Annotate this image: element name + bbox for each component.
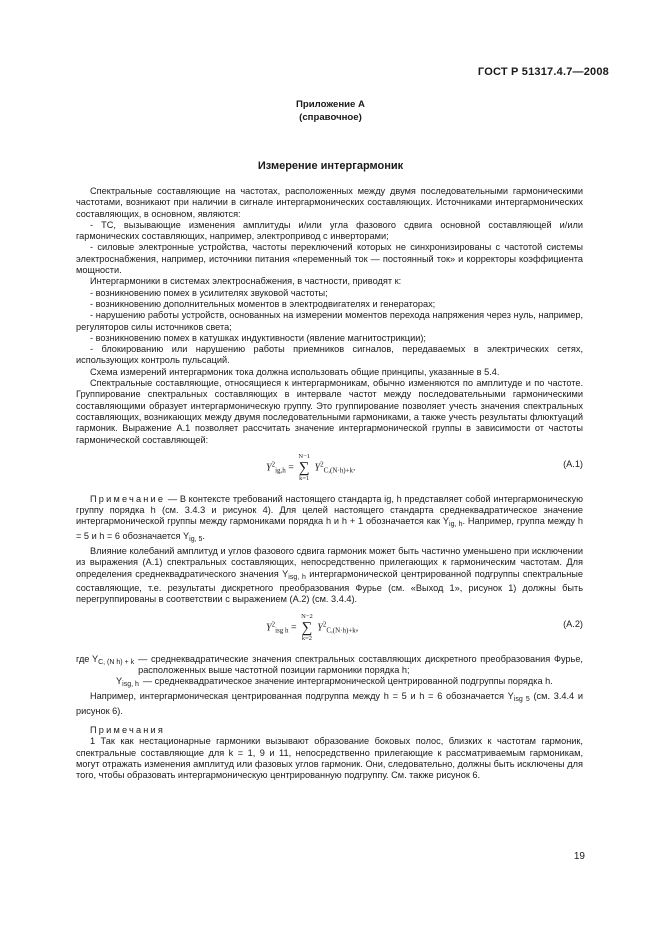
paragraph-sub: isg 5 xyxy=(513,696,530,704)
formula-number: (А.2) xyxy=(563,618,583,629)
paragraph: - силовые электронные устройства, частоты переключений которых не синхронизированы с частотой системы электроснабжения, например, источники питания «переменный ток — постоянный ток» и корректоры коэффициента мощности. xyxy=(76,242,583,276)
paragraph-text: Например, интергармоническая центрированная подгруппа между h = 5 и h = 6 обозначается Y xyxy=(90,691,514,702)
sigma-icon: ∑ xyxy=(301,619,313,636)
formula-tail: , xyxy=(355,621,359,633)
definition-sub: isg, h xyxy=(122,681,139,689)
note-text: . xyxy=(202,530,205,541)
appendix-subtitle: (справочное) xyxy=(299,112,362,123)
list-item: - возникновению дополнительных моментов в электродвигателях и генераторах; xyxy=(90,298,436,309)
sum-operator xyxy=(298,453,310,483)
formula-symbol: Y xyxy=(266,621,272,633)
sum-lower: k=1 xyxy=(299,474,310,482)
formula-eq: = xyxy=(288,462,294,474)
formula-sup: 2 xyxy=(271,619,276,628)
paragraph-sub: isg, h xyxy=(288,573,306,581)
definition-row xyxy=(76,676,583,690)
definition-symbol xyxy=(76,654,138,677)
sigma-icon: ∑ xyxy=(298,459,310,476)
formula-sub: C,(N·h)+k xyxy=(323,466,354,475)
paragraph-text: интергармонической центрированной подгруппы спектральные составляющие, т.е. результаты дискретного преобразования Фурье (см. «Выход 1», рисунок 1) должны быть перегруппированы в соответствии с выражением (А.2) (см. 3.4.4). xyxy=(76,568,583,605)
paragraph: Схема измерений интергармоник тока должна использовать общие принципы, указанные в 5.4. xyxy=(90,366,500,377)
note xyxy=(76,494,583,545)
paragraph-text: Влияние колебаний амплитуд и углов фазового сдвига гармоник может быть частично уменьшено при исключении из выражения (А.1) спектральных составляющих, непосредственно прилегающих к гармоническим частотам. Для определения среднеквадратического значения Y xyxy=(76,546,583,579)
standard-header: ГОСТ Р 51317.4.7—2008 xyxy=(477,66,609,78)
formula-number: (А.1) xyxy=(563,458,583,469)
definition-row xyxy=(76,654,583,677)
definition-sub: C, (N h) + k xyxy=(98,658,135,666)
formula-sub: isg h xyxy=(275,625,289,634)
note-text: — В контексте требований настоящего стандарта ig, h представляет собой интергармоническую группу порядка h (см. 3.4.3 и рисунок 4). Для целей настоящего стандарта среднеквадратическое значение интергармонической группы между гармониками порядка h и h + 1 обозначается как Y xyxy=(76,493,583,527)
note-sub: ig, 5 xyxy=(189,535,203,543)
formula-eq: = xyxy=(290,621,297,633)
list-item: - возникновению помех в катушках индуктивности (явление магнитострикции); xyxy=(90,332,426,343)
formula-a2 xyxy=(76,609,583,649)
page-number: 19 xyxy=(573,851,585,862)
formula-symbol: Y xyxy=(317,621,323,633)
notes-label: Примечания xyxy=(90,724,166,735)
sum-lower: k=2 xyxy=(301,634,313,642)
definitions xyxy=(76,654,583,691)
paragraph-text: (см. 3.4.4 и рисунок 6). xyxy=(76,691,583,716)
formula-a1 xyxy=(76,449,583,489)
list-item: - возникновению помех в усилителях звуковой частоты; xyxy=(90,287,328,298)
sum-operator xyxy=(301,613,313,643)
appendix-title: Приложение А xyxy=(296,99,365,110)
paragraph xyxy=(76,691,583,717)
sum-upper: N−1 xyxy=(298,452,311,460)
formula-sub: ig,h xyxy=(275,466,286,475)
formula-tail: . xyxy=(353,462,356,474)
formula-symbol: Y xyxy=(266,462,272,474)
sum-upper: N−2 xyxy=(301,612,313,620)
paragraph: Спектральные составляющие на частотах, расположенных между двумя последовательными гармоническими частотами, возникают при наличии в сигнале интергармонических составляющих. Источниками интергармонических составляющих, в основном, являются: xyxy=(76,186,583,219)
formula-a1-expression xyxy=(266,453,356,483)
definition-symbol xyxy=(76,676,143,690)
definition-where: где Y xyxy=(76,653,99,664)
formula-sup: 2 xyxy=(322,619,327,628)
formula-sup: 2 xyxy=(320,460,324,469)
note-sub: ig, h xyxy=(449,521,463,529)
definition-where: Y xyxy=(116,676,123,687)
list-item: - нарушению работы устройств, основанных на измерении моментов перехода напряжения через нуль, например, регуляторов силы источников света; xyxy=(76,310,583,332)
definition-text: — среднеквадратическое значение интергармонической центрированной подгруппы порядка h. xyxy=(142,676,553,687)
paragraph: Спектральные составляющие, относящиеся к интергармоникам, обычно изменяются по амплитуде и по частоте. Группирование спектральных составляющих в интервале частот между последовательными гармоническими составляющими образует интергармоническую группу. Это группирование позволяет учесть значения спектральных составляющих, возникающих между двумя последовательными гармониками, а также учесть результаты флюктуаций гармоник. Выражение А.1 позволяет рассчитать значение интергармонической группы в зависимости от частоты гармонической составляющей: xyxy=(76,378,583,445)
notes-heading xyxy=(76,725,583,736)
section-title: Измерение интергармоник xyxy=(257,160,404,172)
note-text: . Например, группа между h = 5 и h = 6 обозначается Y xyxy=(76,516,584,541)
formula-a2-expression xyxy=(266,613,358,643)
definition-text: — среднеквадратические значения спектральных составляющих дискретного преобразования Фурье, расположенных выше частотной позиции гармоники порядка h; xyxy=(138,653,583,675)
document-body xyxy=(76,186,583,781)
paragraph: Интергармоники в системах электроснабжения, в частности, приводят к: xyxy=(90,276,402,287)
formula-sub: C,(N·h)+k xyxy=(326,625,356,634)
paragraph: - ТС, вызывающие изменения амплитуды и/или угла фазового сдвига основной составляющей и/или гармонических составляющих, например, электропривод с инверторами; xyxy=(76,219,583,242)
paragraph xyxy=(76,546,583,605)
note-label: Примечание xyxy=(90,493,166,504)
list-item: - блокированию или нарушению работы приемников сигналов, передаваемых в электрических сетях, использующих контроль пульсаций. xyxy=(76,344,583,366)
formula-symbol: Y xyxy=(314,462,321,474)
note-item: 1 Так как нестационарные гармоники вызывают образование боковых полос, близких к частотам гармоник, спектральные составляющие для k = 1, 9 и 11, непосредственно прилегающие к рассматриваемым гармоникам, могут отражать изменения амплитуд или фазовых углов гармоник. Они, следовательно, должны быть исключены для того, чтобы образовать интергармоническую центрированную подгруппу. См. также рисунок 6. xyxy=(76,736,583,781)
formula-sup: 2 xyxy=(271,460,276,469)
